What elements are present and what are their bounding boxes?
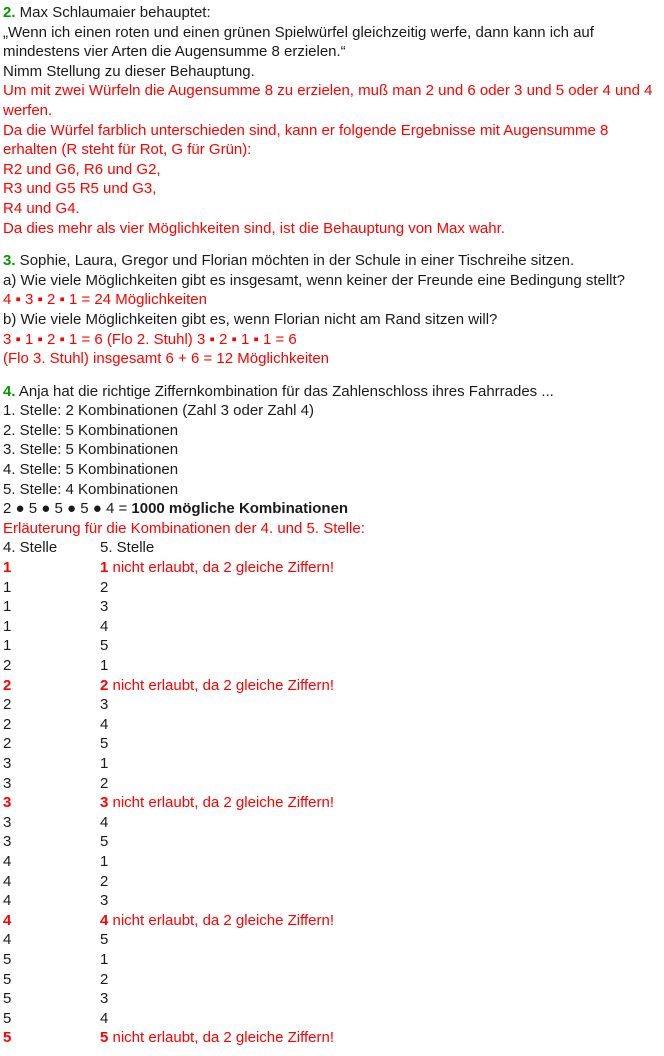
table-cell-position-5	[100, 676, 664, 696]
exercise-4-position-4: 4. Stelle: 5 Kombinationen	[3, 461, 179, 479]
exercise-4-total-expression: 2 ● 5 ● 5 ● 5 ● 4 =	[3, 500, 132, 518]
table-row	[3, 872, 664, 892]
table-cell-position-5	[100, 930, 664, 950]
table-row	[3, 832, 664, 852]
table-row	[3, 774, 664, 794]
exercise-4-title-text: Anja hat die richtige Ziffernkombination für das Zahlenschloss ihres Fahrrades ...	[15, 382, 554, 400]
table-row	[3, 636, 664, 656]
digit-position-4: 4	[3, 852, 12, 870]
table-cell-position-5	[100, 1028, 664, 1048]
table-cell-position-4	[3, 970, 100, 990]
table-cell-position-5	[100, 872, 664, 892]
exercise-4-number: 4.	[3, 382, 16, 400]
exercise-2-answer-line-2: Da die Würfel farblich unterschieden sind, kann er folgende Ergebnisse mit Augensumme 8 erhalten (R steht für Rot, G für Grün):	[3, 121, 609, 159]
invalid-combination-note: nicht erlaubt, da 2 gleiche Ziffern!	[108, 676, 335, 694]
digit-position-5: 5	[100, 931, 109, 949]
table-cell-position-5	[100, 656, 664, 676]
digit-position-5: 1	[100, 559, 109, 577]
table-cell-position-4	[3, 813, 100, 833]
table-cell-position-5	[100, 617, 664, 637]
digit-position-5: 2	[100, 676, 109, 694]
table-row	[3, 970, 664, 990]
table-cell-position-4	[3, 852, 100, 872]
table-cell-position-4	[3, 1009, 100, 1029]
combination-table-body	[3, 558, 664, 1048]
invalid-combination-note: nicht erlaubt, da 2 gleiche Ziffern!	[108, 559, 335, 577]
exercise-2-title	[3, 3, 664, 23]
table-row	[3, 911, 664, 931]
table-cell-position-5	[100, 970, 664, 990]
table-cell-position-4	[3, 1028, 100, 1048]
table-cell-position-4	[3, 715, 100, 735]
exercise-2-answer-line-5: R4 und G4.	[3, 199, 80, 217]
digit-position-4: 3	[3, 813, 12, 831]
exercise-4-position-5: 5. Stelle: 4 Kombinationen	[3, 480, 179, 498]
digit-position-4: 4	[3, 872, 12, 890]
table-row	[3, 597, 664, 617]
digit-position-5: 4	[100, 911, 109, 929]
table-cell-position-5	[100, 558, 664, 578]
table-cell-position-5	[100, 832, 664, 852]
table-cell-position-4	[3, 774, 100, 794]
digit-position-5: 2	[100, 578, 109, 596]
exercise-4	[3, 382, 664, 1048]
digit-position-5: 3	[100, 990, 109, 1008]
table-row	[3, 1028, 664, 1048]
digit-position-5: 4	[100, 715, 109, 733]
exercise-3	[3, 251, 664, 369]
exercise-4-position-2: 2. Stelle: 5 Kombinationen	[3, 421, 179, 439]
table-cell-position-5	[100, 774, 664, 794]
table-cell-position-5	[100, 754, 664, 774]
exercise-3b-answer-line-2: (Flo 3. Stuhl) insgesamt 6 + 6 = 12 Möglichkeiten	[3, 350, 330, 368]
table-cell-position-5	[100, 989, 664, 1009]
section-spacer-2-3	[3, 238, 664, 251]
digit-position-5: 3	[100, 696, 109, 714]
digit-position-4: 2	[3, 735, 12, 753]
table-row	[3, 891, 664, 911]
exercise-2-title-text: Max Schlaumaier behauptet:	[15, 4, 211, 21]
combination-table-header	[3, 538, 664, 558]
digit-position-5: 5	[100, 833, 109, 851]
table-cell-position-5	[100, 578, 664, 598]
digit-position-4: 3	[3, 833, 12, 851]
exercise-3b-answer-line-1: 3 ▪ 1 ▪ 2 ▪ 1 = 6 (Flo 2. Stuhl) 3 ▪ 2 ▪ 1 ▪ 1 = 6	[3, 330, 297, 348]
digit-position-4: 2	[3, 715, 12, 733]
table-cell-position-5	[100, 891, 664, 911]
digit-position-5: 1	[100, 852, 109, 870]
digit-position-5: 4	[100, 1009, 109, 1027]
table-row	[3, 676, 664, 696]
table-cell-position-5	[100, 734, 664, 754]
digit-position-5: 5	[100, 637, 109, 655]
table-row	[3, 930, 664, 950]
column-header-position-4: 4. Stelle	[3, 539, 58, 557]
invalid-combination-note: nicht erlaubt, da 2 gleiche Ziffern!	[108, 794, 335, 812]
table-cell-position-4	[3, 617, 100, 637]
digit-position-4: 1	[3, 598, 12, 616]
table-row	[3, 989, 664, 1009]
digit-position-4: 5	[3, 1029, 12, 1047]
table-cell-position-5	[100, 911, 664, 931]
exercise-4-total	[3, 499, 664, 519]
table-cell-position-4	[3, 597, 100, 617]
exercise-2-number: 2.	[3, 4, 16, 21]
table-row	[3, 656, 664, 676]
exercise-2-instruction: Nimm Stellung zu dieser Behauptung.	[3, 62, 255, 80]
digit-position-4: 2	[3, 696, 12, 714]
column-header-position-5: 5. Stelle	[100, 539, 155, 557]
digit-position-4: 1	[3, 617, 12, 635]
table-row	[3, 950, 664, 970]
exercise-4-total-result: 1000 mögliche Kombinationen	[131, 500, 349, 518]
section-spacer-3-4	[3, 369, 664, 382]
table-cell-position-4	[3, 832, 100, 852]
exercise-2-answer-line-1: Um mit zwei Würfeln die Augensumme 8 zu erzielen, muß man 2 und 6 oder 3 und 5 oder 4 und 4 werfen.	[3, 82, 653, 119]
table-cell-position-4	[3, 676, 100, 696]
table-row	[3, 852, 664, 872]
digit-position-5: 1	[100, 950, 109, 968]
table-row	[3, 754, 664, 774]
exercise-2	[3, 3, 664, 238]
digit-position-4: 5	[3, 970, 12, 988]
table-cell-position-5	[100, 636, 664, 656]
table-cell-position-4	[3, 558, 100, 578]
table-row	[3, 1009, 664, 1029]
digit-position-5: 3	[100, 892, 109, 910]
table-cell-position-5	[100, 813, 664, 833]
table-row	[3, 695, 664, 715]
digit-position-5: 3	[100, 794, 109, 812]
table-cell-position-4	[3, 754, 100, 774]
combination-table	[3, 538, 664, 1047]
digit-position-4: 2	[3, 657, 12, 674]
exercise-2-answer-line-3: R2 und G6, R6 und G2,	[3, 160, 161, 178]
exercise-3-title-text: Sophie, Laura, Gregor und Florian möchten in der Schule in einer Tischreihe sitzen.	[15, 252, 575, 270]
table-cell-position-4	[3, 989, 100, 1009]
table-cell-position-5	[100, 1009, 664, 1029]
digit-position-5: 1	[100, 754, 109, 772]
exercise-2-answer-line-4: R3 und G5 R5 und G3,	[3, 180, 157, 198]
table-cell-position-4	[3, 872, 100, 892]
digit-position-4: 3	[3, 754, 12, 772]
digit-position-5: 2	[100, 774, 109, 792]
digit-position-4: 3	[3, 794, 12, 812]
table-cell-position-4	[3, 636, 100, 656]
digit-position-4: 5	[3, 990, 12, 1008]
digit-position-4: 2	[3, 676, 12, 694]
table-cell-position-5	[100, 695, 664, 715]
invalid-combination-note: nicht erlaubt, da 2 gleiche Ziffern!	[108, 911, 335, 929]
table-cell-position-4	[3, 656, 100, 676]
digit-position-5: 5	[100, 735, 109, 753]
table-cell-position-5	[100, 950, 664, 970]
table-cell-position-4	[3, 930, 100, 950]
digit-position-4: 5	[3, 1009, 12, 1027]
digit-position-5: 3	[100, 598, 109, 616]
table-cell-position-4	[3, 695, 100, 715]
table-cell-position-4	[3, 891, 100, 911]
digit-position-4: 1	[3, 559, 12, 577]
exercise-4-position-1: 1. Stelle: 2 Kombinationen (Zahl 3 oder Zahl 4)	[3, 402, 315, 420]
table-row	[3, 813, 664, 833]
exercise-3-title	[3, 251, 664, 271]
exercise-3b-question: b) Wie viele Möglichkeiten gibt es, wenn Florian nicht am Rand sitzen will?	[3, 310, 498, 328]
table-row	[3, 578, 664, 598]
table-cell-position-4	[3, 793, 100, 813]
digit-position-5: 2	[100, 872, 109, 890]
digit-position-5: 2	[100, 970, 109, 988]
exercise-4-table-caption: Erläuterung für die Kombinationen der 4. und 5. Stelle:	[3, 519, 365, 537]
table-cell-position-4	[3, 950, 100, 970]
exercise-3a-answer: 4 ▪ 3 ▪ 2 ▪ 1 = 24 Möglichkeiten	[3, 291, 207, 309]
digit-position-4: 1	[3, 578, 12, 596]
exercise-4-title	[3, 382, 664, 402]
digit-position-4: 5	[3, 950, 12, 968]
table-row	[3, 793, 664, 813]
exercise-3a-question: a) Wie viele Möglichkeiten gibt es insgesamt, wenn keiner der Freunde eine Bedingung stellt?	[3, 271, 626, 289]
digit-position-4: 3	[3, 774, 12, 792]
table-row	[3, 617, 664, 637]
digit-position-5: 4	[100, 617, 109, 635]
exercise-2-claim: „Wenn ich einen roten und einen grünen Spielwürfel gleichzeitig werfe, dann kann ich auf mindestens vier Arten die Augensumme 8 erzielen.“	[3, 23, 594, 61]
digit-position-4: 4	[3, 911, 12, 929]
invalid-combination-note: nicht erlaubt, da 2 gleiche Ziffern!	[108, 1029, 335, 1047]
table-cell-position-5	[100, 715, 664, 735]
table-row	[3, 558, 664, 578]
digit-position-5: 1	[100, 657, 109, 674]
exercise-4-position-3: 3. Stelle: 5 Kombinationen	[3, 441, 179, 459]
digit-position-4: 4	[3, 892, 12, 910]
table-row	[3, 715, 664, 735]
table-row	[3, 734, 664, 754]
exercise-3-number: 3.	[3, 252, 16, 270]
table-cell-position-4	[3, 911, 100, 931]
table-cell-position-5	[100, 852, 664, 872]
table-cell-position-4	[3, 578, 100, 598]
table-cell-position-4	[3, 734, 100, 754]
exercise-2-conclusion: Da dies mehr als vier Möglichkeiten sind, ist die Behauptung von Max wahr.	[3, 219, 505, 237]
digit-position-4: 4	[3, 931, 12, 949]
table-cell-position-5	[100, 597, 664, 617]
table-cell-position-5	[100, 793, 664, 813]
digit-position-4: 1	[3, 637, 12, 655]
digit-position-5: 4	[100, 813, 109, 831]
digit-position-5: 5	[100, 1029, 109, 1047]
